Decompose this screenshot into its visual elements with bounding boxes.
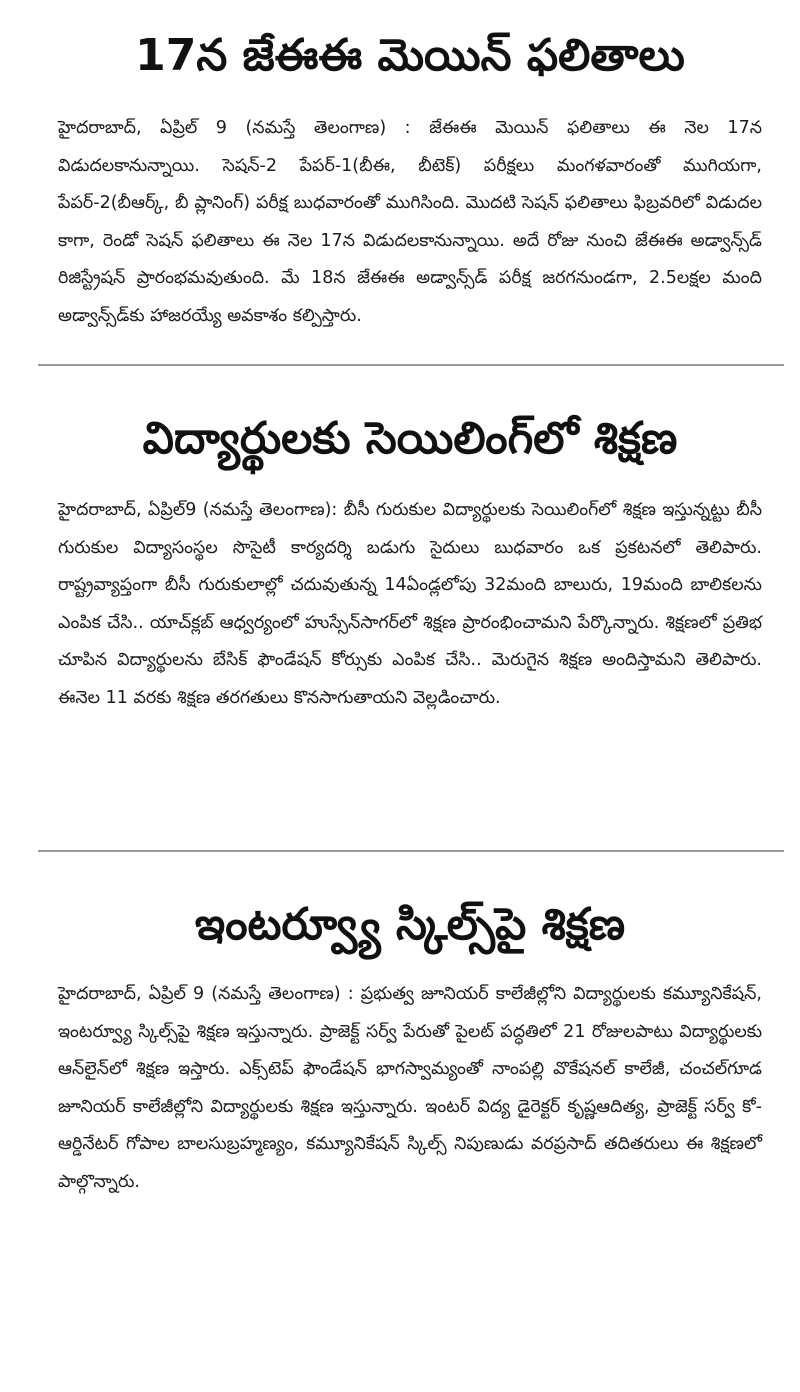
article-body: హైదరాబాద్, ఏప్రిల్ 9 (నమస్తే తెలంగాణ) : ప్రభుత్వ జూనియర్ కాలేజీల్లోని విద్యార్థులకు కమ్యూనికేషన్, ఇంటర్వ్యూ స్కిల్స్‌పై శిక్షణ ఇస్తున్నారు. ప్రాజెక్ట్ సర్వ్ పేరుతో పైలట్ పద్ధతిలో 21 రోజులపాటు విద్యార్థులకు ఆన్‌లైన్‌లో శిక్షణ ఇస్తారు. ఎక్స్‌టెప్ ఫౌండేషన్ భాగస్వామ్యంతో నాంపల్లి వొకేషనల్ కాలేజీ, చంచల్‌గూడ జూనియర్ కాలేజీల్లోని విద్యార్థులకు శిక్షణ ఇస్తున్నారు. ఇంటర్ విద్య డైరెక్టర్ కృష్ణఆదిత్య, ప్రాజెక్ట్ సర్వ్ కో-ఆర్డినేటర్ గోపాల బాలసుబ్రహ్మణ్యం, కమ్యూనికేషన్ స్కిల్స్ నిపుణుడు వరప్రసాద్ తదితరులు ఈ శిక్షణలో పాల్గొన్నారు. <box>58 984 762 1192</box>
article-headline: విద్యార్థులకు సెయిలింగ్‌లో శిక్షణ <box>142 413 678 464</box>
article-body: హైదరాబాద్, ఏప్రిల్9 (నమస్తే తెలంగాణ): బీసీ గురుకుల విద్యార్థులకు సెయిలింగ్‌లో శిక్షణ ఇస్తున్నట్టు బీసీ గురుకుల విద్యాసంస్థల సొసైటీ కార్యదర్శి బడుగు సైదులు బుధవారం ఒక ప్రకటనలో తెలిపారు. రాష్ట్రవ్యాప్తంగా బీసీ గురుకులాల్లో చదువుతున్న 14ఏండ్లలోపు 32మంది బాలురు, 19మంది బాలికలను ఎంపిక చేసి.. యాచ్‌క్లబ్ ఆధ్వర్యంలో హుస్సేన్‌సాగర్‌లో శిక్షణ ప్రారంభించామని పేర్కొన్నారు. శిక్షణలో ప్రతిభ చూపిన విద్యార్థులను బేసిక్ ఫౌండేషన్ కోర్సుకు ఎంపిక చేసి.. మెరుగైన శిక్షణ అందిస్తామని తెలిపారు. ఈనెల 11 వరకు శిక్షణ తరగతులు కొనసాగుతాయని వెల్లడించారు. <box>58 500 762 708</box>
article-headline: ఇంటర్వ్యూ స్కిల్స్‌పై శిక్షణ <box>194 899 626 950</box>
article-jee-main-results <box>58 8 762 364</box>
article-sailing-training <box>58 390 762 850</box>
article-headline: 17న జేఈఈ మెయిన్ ఫలితాలు <box>135 30 685 81</box>
article-interview-skills-training <box>58 878 762 1201</box>
article-divider <box>38 364 784 366</box>
article-divider <box>38 850 784 852</box>
article-body: హైదరాబాద్, ఏప్రిల్ 9 (నమస్తే తెలంగాణ) : జేఈఈ మెయిన్ ఫలితాలు ఈ నెల 17న విడుదలకానున్నాయి. సెషన్-2 పేపర్-1(బీఈ, బీటెక్) పరీక్షలు మంగళవారంతో ముగియగా, పేపర్-2(బీఆర్క్, బీ ప్లానింగ్) పరీక్ష బుధవారంతో ముగిసింది. మొదటి సెషన్ ఫలితాలు ఫిబ్రవరిలో విడుదల కాగా, రెండో సెషన్ ఫలితాలు ఈ నెల 17న విడుదలకానున్నాయి. అదే రోజు నుంచి జేఈఈ అడ్వాన్స్‌డ్ రిజిస్ట్రేషన్ ప్రారంభమవుతుంది. మే 18న జేఈఈ అడ్వాన్స్‌డ్ పరీక్ష జరగనుండగా, 2.5లక్షల మంది అడ్వాన్స్‌డ్‌కు హాజరయ్యే అవకాశం కల్పిస్తారు. <box>58 118 762 326</box>
